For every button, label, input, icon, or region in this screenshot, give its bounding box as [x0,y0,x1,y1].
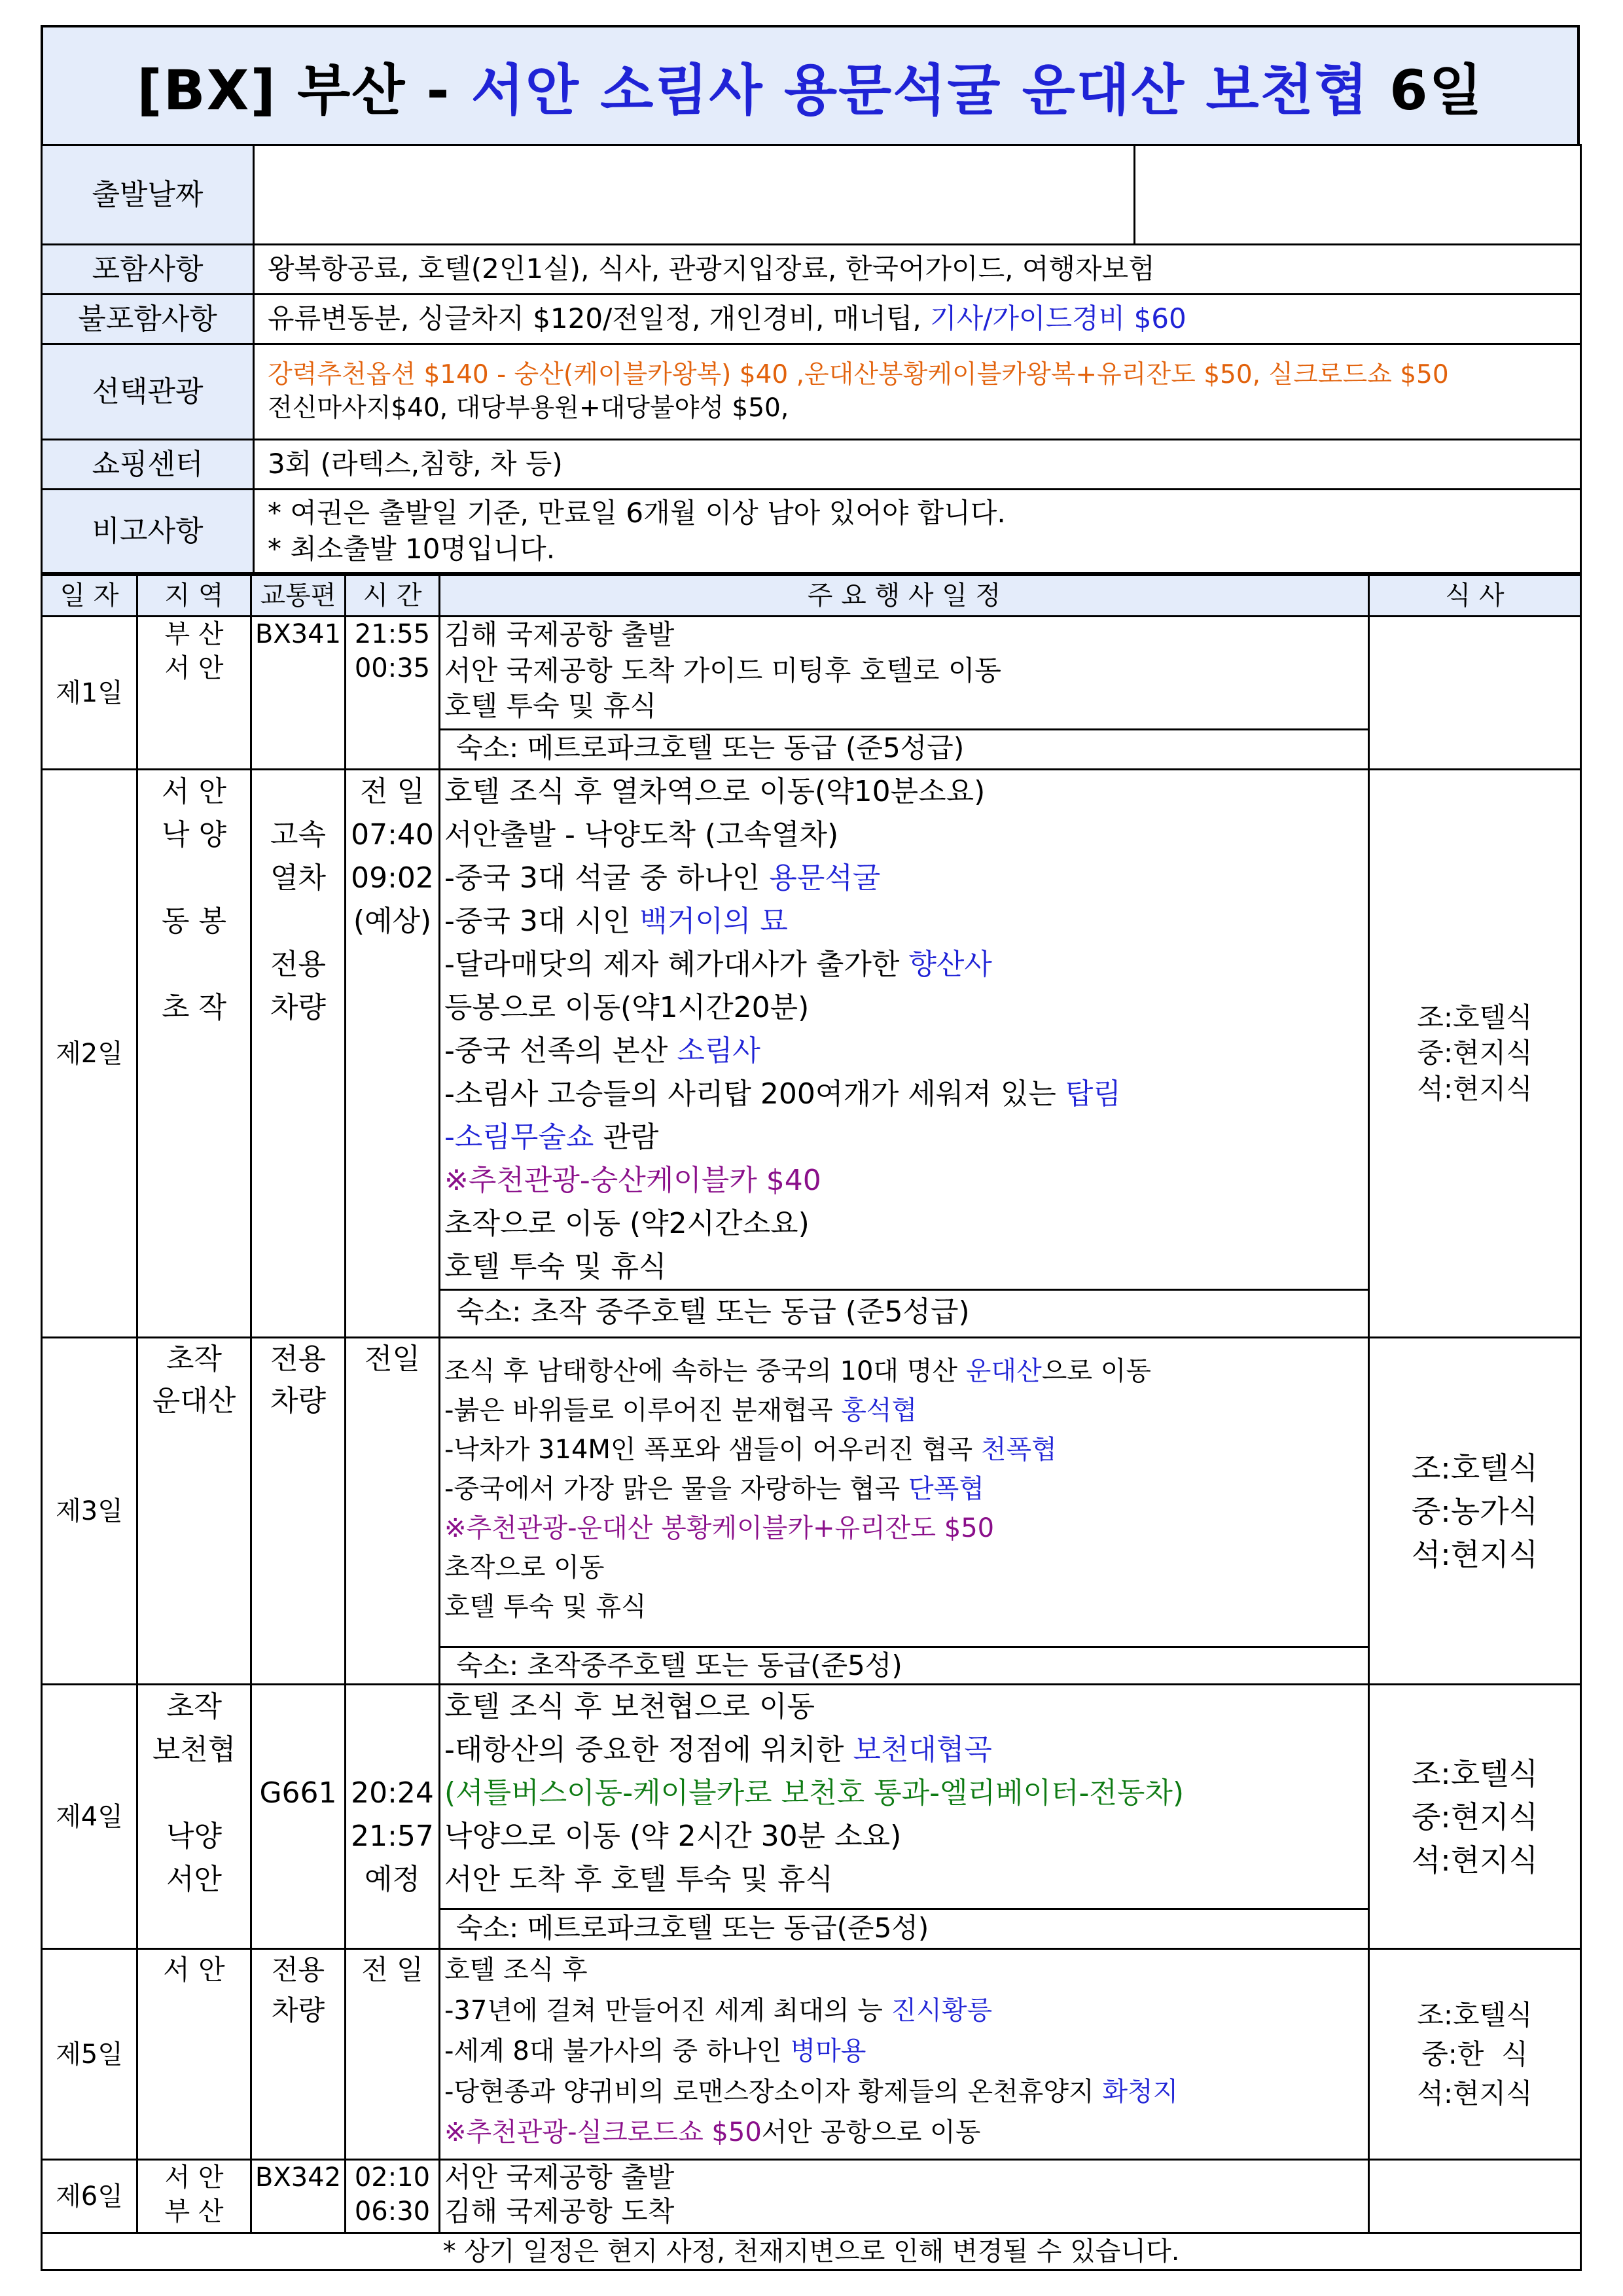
bai-juyi-tomb: 백거이의 묘 [639,905,788,938]
day1-time-1: 21:55 [354,619,431,649]
day6-region-2: 부 산 [164,2197,224,2227]
day4-line1: 호텔 조식 후 보천협으로 이동 [444,1690,815,1723]
day2-time-2: 07:40 [351,818,434,852]
day2-label: 제2일 [42,770,137,1338]
remarks-cell [254,490,1581,573]
day2-transport-2: 열차 [270,861,326,895]
day1-region-2: 서 안 [164,653,224,683]
yuntai-mountain: 운대산 [965,1356,1042,1386]
xiangshan-temple: 향산사 [908,948,992,981]
day3-line2: -붉은 바위들로 이루어진 분재협곡 홍석협 [444,1395,918,1426]
day4-meal [1369,1685,1581,1949]
day3-schedule [440,1338,1369,1685]
day1-line3: 호텔 투숙 및 휴식 [444,690,657,723]
qin-shi-huang-mausoleum: 진시황릉 [891,1996,993,2026]
day2-time-3: 09:02 [351,861,434,895]
day2-line12: 호텔 투숙 및 휴식 [444,1250,667,1283]
day5-region: 서 안 [137,1949,251,2160]
schedule-table [41,574,1582,2271]
day3-time: 전일 [346,1338,440,1685]
day4-region-2: 보천협 [152,1733,236,1767]
day4-row [42,1685,1581,1949]
day4-meal-2: 중:현지식 [1411,1799,1539,1835]
day1-row [42,617,1581,770]
baoquan-grand-canyon: 보천대협곡 [853,1733,992,1767]
day4-label: 제4일 [42,1685,137,1949]
day2-line7: -중국 선족의 본산 소림사 [444,1034,760,1067]
day6-label: 제6일 [42,2160,137,2233]
day6-schedule [440,2160,1369,2233]
day3-transport-1: 전용 [270,1342,326,1376]
day2-transport-4: 차량 [270,991,326,1024]
day2-time-1: 전 일 [360,775,425,808]
day5-time: 전 일 [346,1949,440,2160]
day6-transport: BX342 [251,2160,346,2233]
day3-line6: 초작으로 이동 [444,1552,605,1583]
day4-line5: 서안 도착 후 호텔 투숙 및 휴식 [444,1863,833,1896]
day3-transport-2: 차량 [270,1384,326,1418]
day2-line2: 서안출발 - 낙양도착 (고속열차) [444,818,839,852]
hongshi-gorge: 홍석협 [841,1395,918,1426]
day5-transport-2: 차량 [271,1994,325,2026]
header-day: 일 자 [42,575,137,617]
day2-transport-1: 고속 [270,818,326,852]
shopping-value: 3회 (라텍스,침향, 차 등) [254,440,1581,490]
day4-meal-1: 조:호텔식 [1411,1755,1539,1791]
day2-meal [1369,770,1581,1338]
day2-line6: 등봉으로 이동(약1시간20분) [444,991,810,1024]
longmen-grottoes: 용문석굴 [769,861,881,895]
day4-time-1: 20:24 [351,1776,434,1810]
day2-line10: ※추천관광-숭산케이블카 $40 [444,1164,821,1197]
day3-transport [251,1338,346,1685]
day6-line1: 서안 국제공항 출발 [444,2161,675,2193]
day1-region-1: 부 산 [164,619,224,649]
departure-extra [1135,145,1581,245]
day4-time-2: 21:57 [351,1820,434,1853]
day4-schedule [440,1685,1369,1949]
day3-meal-3: 석:현지식 [1411,1536,1539,1572]
day2-line3: -중국 3대 석굴 중 하나인 용문석굴 [444,861,881,895]
day5-row [42,1949,1581,2160]
excluded-value: 유류변동분, 싱글차지 $120/전일정, 개인경비, 매너팁, [268,302,931,335]
shaolin-temple: 소림사 [677,1034,760,1067]
remarks-line1: * 여권은 출발일 기준, 만료일 6개월 이상 남아 있어야 합니다. [268,496,1006,529]
day2-time-4: (예상) [353,905,432,938]
day4-region [137,1685,251,1949]
day2-row [42,770,1581,1338]
itinerary-page [41,25,1580,2271]
day2-line9: -소림무술쇼 관람 [444,1121,659,1154]
day5-schedule [440,1949,1369,2160]
title-suffix: 6일 [1368,58,1484,122]
optional-cell [254,344,1581,440]
day2-line4: -중국 3대 시인 백거이의 묘 [444,905,788,938]
day2-line8: -소림사 고승들의 사리탑 200여개가 세워져 있는 탑림 [444,1077,1121,1111]
day2-meal-2: 중:현지식 [1417,1037,1533,1069]
day2-region-4: 초 작 [162,991,226,1024]
day5-meal-2: 중:한 식 [1421,2037,1528,2070]
day3-hotel: 숙소: 초작중주호텔 또는 동급(준5성) [440,1646,1368,1683]
departure-label: 출발날짜 [42,145,254,245]
day4-line2: -태항산의 중요한 정점에 위치한 보천대협곡 [444,1733,992,1767]
day2-line5: -달라매닷의 제자 혜가대사가 출가한 향산사 [444,948,992,981]
day2-time [346,770,440,1338]
day2-region-3: 동 봉 [162,905,226,938]
day2-schedule [440,770,1369,1338]
optional-label: 선택관광 [42,344,254,440]
excluded-label: 불포함사항 [42,295,254,344]
remarks-line2: * 최소출발 10명입니다. [268,532,556,565]
day1-transport: BX341 [251,617,346,770]
title-prefix: [BX] 부산 - [137,58,471,122]
included-value: 왕복항공료, 호텔(2인1실), 식사, 관광지입장료, 한국어가이드, 여행자보험 [254,245,1581,295]
optional-line1: 강력추천옵션 $140 - 숭산(케이블카왕복) $40 ,운대산봉황케이블카왕복+유리잔도 $50, 실크로드쇼 $50 [268,359,1449,389]
day1-region [137,617,251,770]
day6-row [42,2160,1581,2233]
info-table [41,144,1582,574]
day2-meal-1: 조:호텔식 [1417,1001,1533,1033]
day5-label: 제5일 [42,1949,137,2160]
day5-meal-1: 조:호텔식 [1417,1998,1533,2031]
day2-region-gap [138,857,250,900]
silkroad-show-option: ※추천관광-실크로드쇼 $50 [444,2117,762,2147]
day4-transport [251,1685,346,1949]
footer-note: * 상기 일정은 현지 사정, 천재지변으로 인해 변경될 수 있습니다. [42,2233,1581,2270]
day4-meal-3: 석:현지식 [1411,1842,1539,1878]
optional-line2: 전신마사지$40, 대당부용원+대당불야성 $50, [268,393,789,423]
day1-time [346,617,440,770]
excluded-cell [254,295,1581,344]
shopping-label: 쇼핑센터 [42,440,254,490]
day2-meal-3: 석:현지식 [1417,1072,1533,1105]
included-label: 포함사항 [42,245,254,295]
day1-line2: 서안 국제공항 도착 가이드 미팅후 호텔로 이동 [444,654,1001,687]
danpu-gorge: 단폭협 [908,1474,984,1504]
day3-region-2: 운대산 [152,1384,236,1418]
day3-region-1: 초작 [166,1342,222,1376]
header-time: 시 간 [346,575,440,617]
day4-time-3: 예정 [364,1863,420,1896]
header-meal: 식 사 [1369,575,1581,617]
excluded-highlight: 기사/가이드경비 $60 [930,302,1186,335]
day3-region [137,1338,251,1685]
day6-region-1: 서 안 [164,2162,224,2193]
terracotta-army: 병마용 [790,2036,866,2066]
day3-line4: -중국에서 가장 맑은 물을 자랑하는 협곡 단폭협 [444,1474,984,1504]
day3-row [42,1338,1581,1685]
day2-line11: 초작으로 이동 (약2시간소요) [444,1207,810,1240]
shaolin-kungfu-show: 소림무술쇼 [454,1121,594,1154]
day3-line1: 조식 후 남태항산에 속하는 중국의 10대 명산 운대산으로 이동 [444,1356,1151,1386]
day4-region-1: 초작 [166,1690,222,1723]
day5-line5: ※추천관광-실크로드쇼 $50서안 공항으로 이동 [444,2117,981,2147]
day4-region-3: 낙양 [166,1820,222,1853]
huaqing-palace: 화청지 [1102,2077,1179,2107]
day4-line4: 낙양으로 이동 (약 2시간 30분 소요) [444,1820,902,1853]
day2-transport [251,770,346,1338]
day6-meal [1369,2160,1581,2233]
title-highlight: 서안 소림사 용문석굴 운대산 보천협 [471,58,1369,122]
day5-transport [251,1949,346,2160]
day3-label: 제3일 [42,1338,137,1685]
day2-region-2: 낙 양 [162,818,226,852]
day3-line5: ※추천관광-운대산 봉황케이블카+유리잔도 $50 [444,1513,995,1543]
header-schedule: 주 요 행 사 일 정 [440,575,1369,617]
day2-transport-3: 전용 [270,948,326,981]
day3-line3: -낙차가 314M인 폭포와 샘들이 어우러진 협곡 천폭협 [444,1435,1057,1465]
day4-line3: (셔틀버스이동-케이블카로 보천호 통과-엘리베이터-전동차) [444,1776,1185,1810]
day2-hotel: 숙소: 초작 중주호텔 또는 동급 (준5성급) [440,1289,1368,1334]
page-title [41,25,1580,144]
departure-value [254,145,1135,245]
day2-region-1: 서 안 [162,775,226,808]
day5-line4: -당현종과 양귀비의 로맨스장소이자 황제들의 온천휴양지 화청지 [444,2077,1179,2107]
day1-label: 제1일 [42,617,137,770]
day6-time [346,2160,440,2233]
day1-meal [1369,617,1581,770]
header-region: 지 역 [137,575,251,617]
day4-train: G661 [259,1776,337,1810]
day5-line3: -세계 8대 불가사의 중 하나인 병마용 [444,2036,866,2066]
day5-meal [1369,1949,1581,2160]
day5-line2: -37년에 걸쳐 만들어진 세계 최대의 능 진시황릉 [444,1996,993,2026]
day3-meal-2: 중:농가식 [1411,1493,1539,1529]
day5-transport-1: 전용 [271,1954,325,1986]
pagoda-forest: 탑림 [1065,1077,1121,1111]
day2-line1: 호텔 조식 후 열차역으로 이동(약10분소요) [444,775,986,808]
day3-line7: 호텔 투숙 및 휴식 [444,1592,647,1622]
day3-meal [1369,1338,1581,1685]
tianpu-gorge: 천폭협 [980,1435,1057,1465]
day6-time-1: 02:10 [354,2162,431,2193]
day6-time-2: 06:30 [354,2197,431,2227]
day1-line1: 김해 국제공항 출발 [444,619,675,651]
day2-region [137,770,251,1338]
day4-hotel: 숙소: 메트로파크호텔 또는 동급(준5성) [440,1908,1368,1946]
day5-line1: 호텔 조식 후 [444,1955,588,1985]
day1-schedule [440,617,1369,770]
day4-region-4: 서안 [166,1863,222,1896]
day4-time [346,1685,440,1949]
remarks-label: 비고사항 [42,490,254,573]
day3-meal-1: 조:호텔식 [1411,1450,1539,1486]
header-transport: 교통편 [251,575,346,617]
day1-time-2: 00:35 [354,653,431,683]
day6-region [137,2160,251,2233]
day6-line2: 김해 국제공항 도착 [444,2195,675,2227]
day1-hotel: 숙소: 메트로파크호텔 또는 동급 (준5성급) [440,728,1368,766]
day5-meal-3: 석:현지식 [1417,2077,1533,2109]
